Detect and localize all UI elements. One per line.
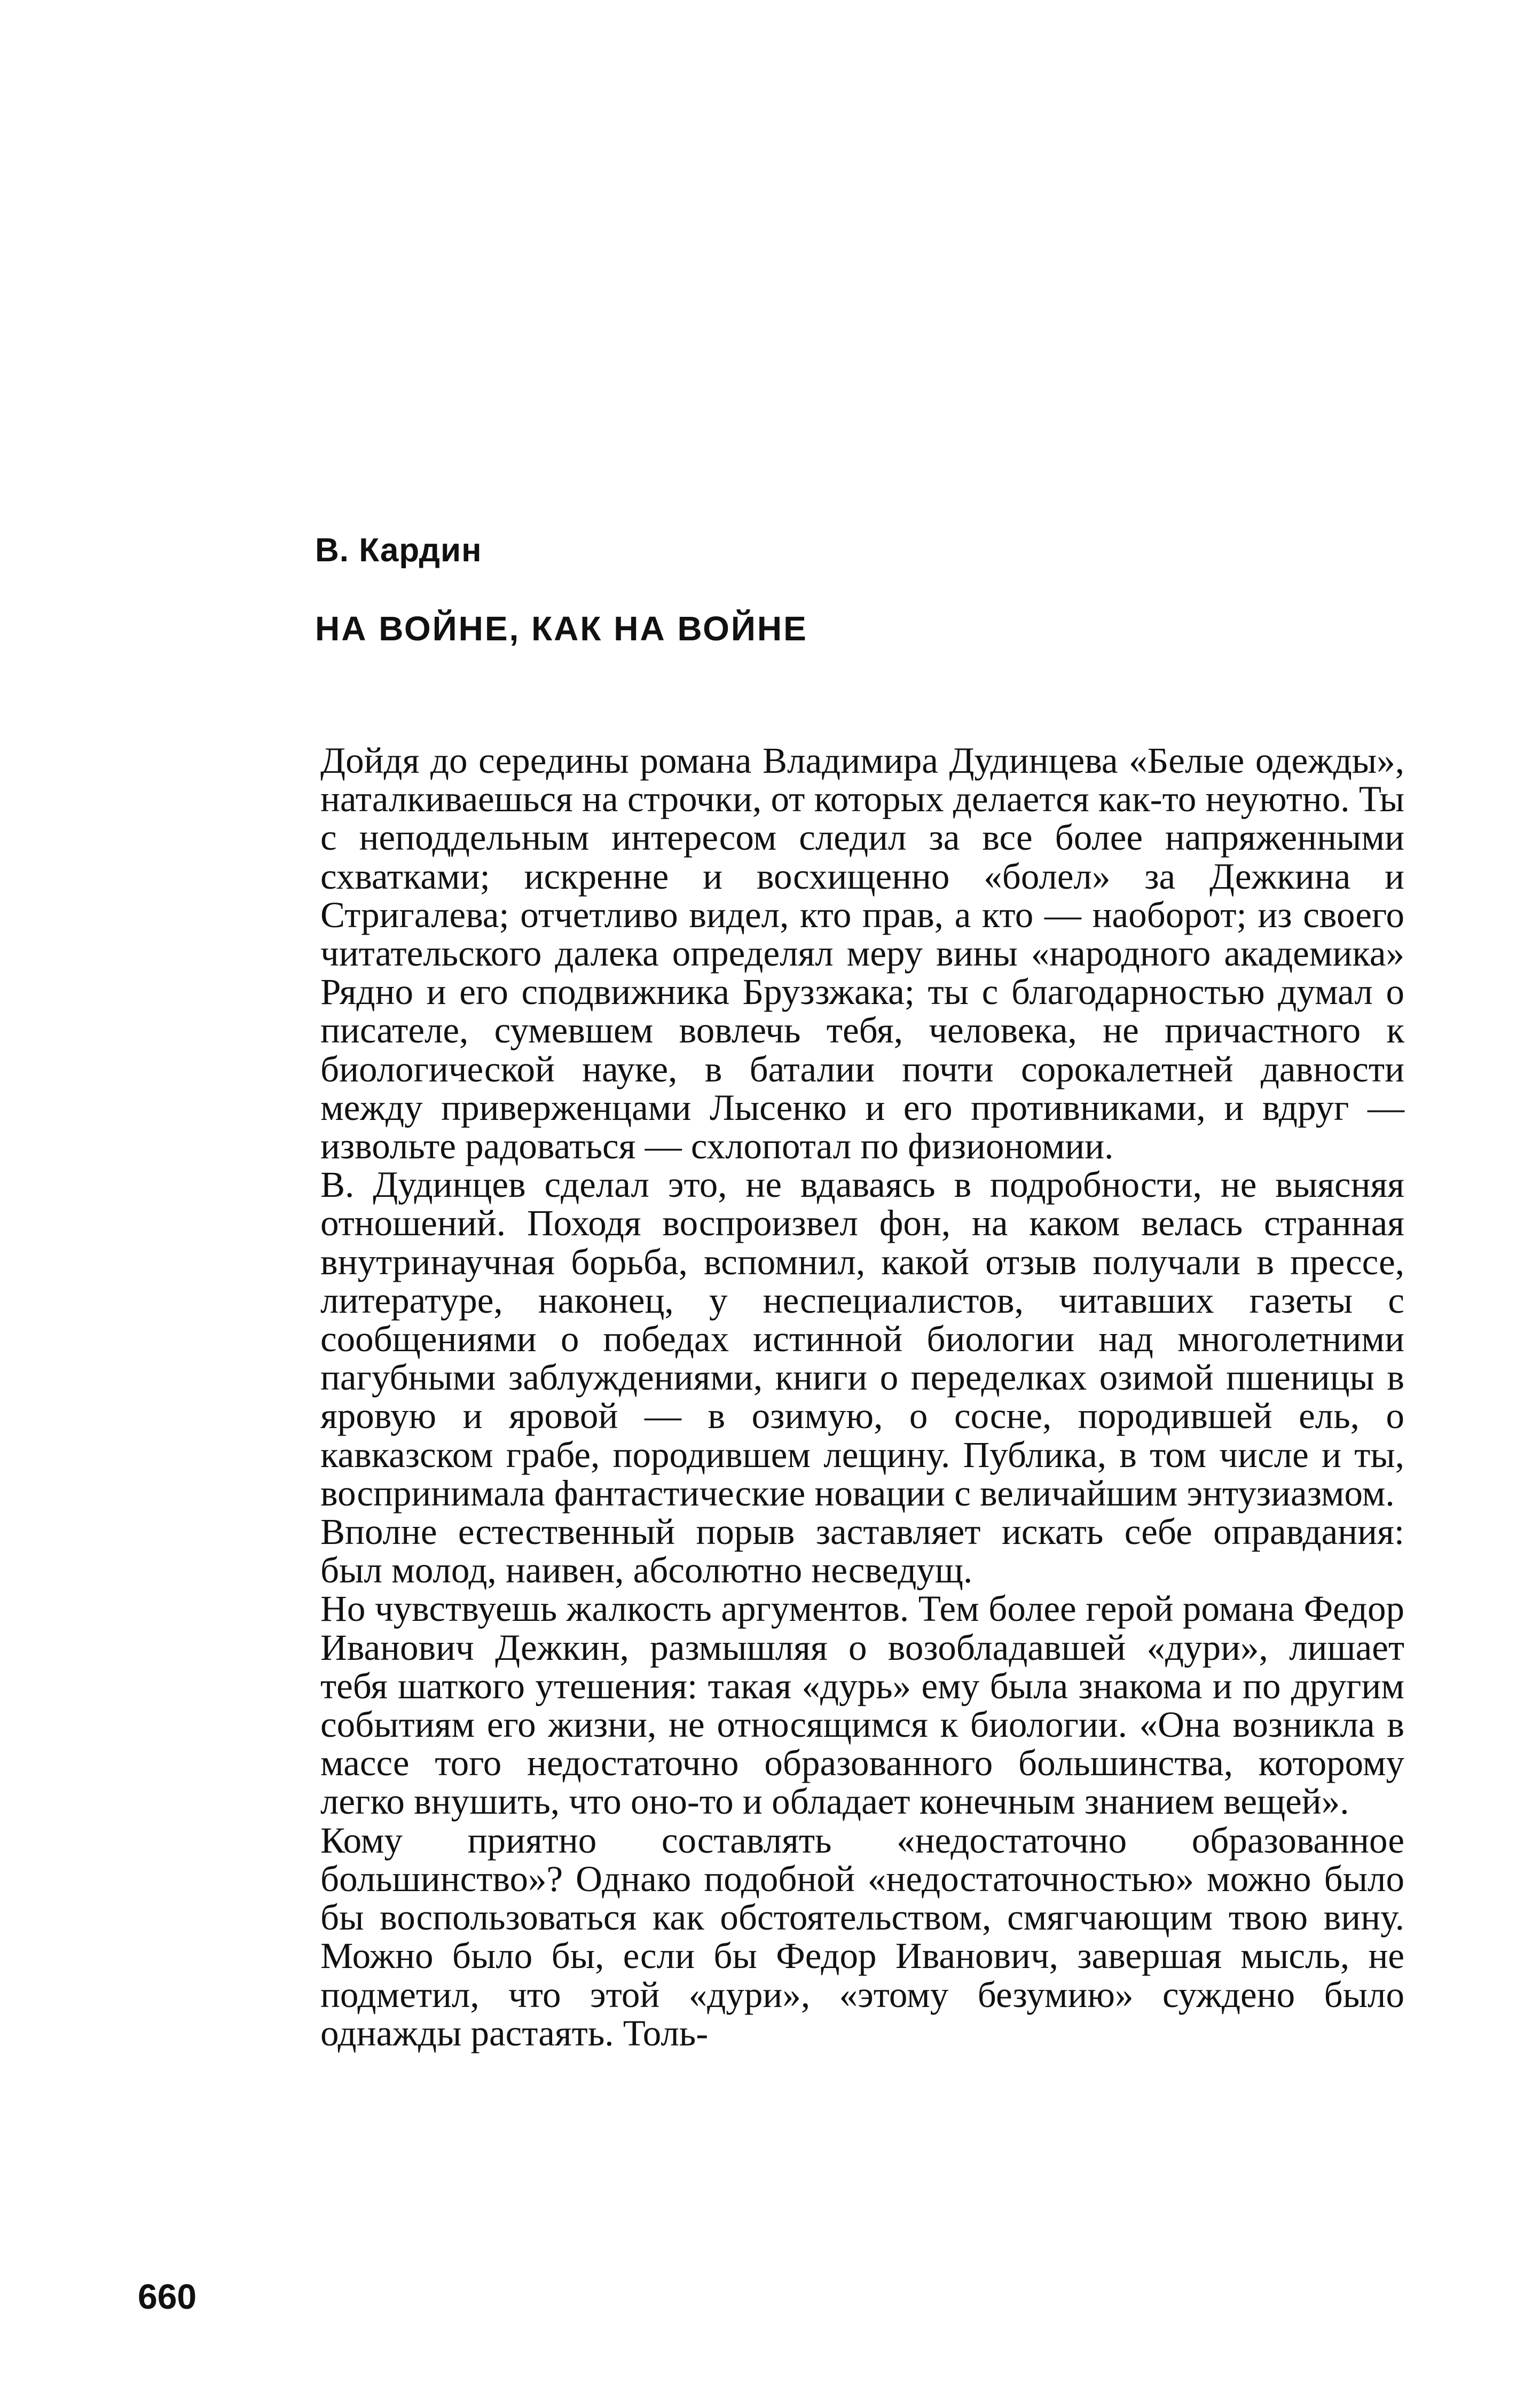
article-title: НА ВОЙНЕ, КАК НА ВОЙНЕ bbox=[315, 609, 808, 648]
paragraph: Кому приятно составлять «недостаточно образованное большинство»? Однако подобной «недостаточностью» можно было бы воспользоваться как обстоятельством, смягчающим твою вину. Можно было бы, если бы Федор Иванович, завершая мысль, не подметил, что этой «дури», «этому безумию» суждено было однажды растаять. Толь- bbox=[320, 1820, 1404, 2053]
paragraph: Вполне естественный порыв заставляет искать себе оправдания: был молод, наивен, абсолютно несведущ. bbox=[320, 1511, 1404, 1591]
article-body bbox=[320, 741, 1404, 2052]
paragraph: Дойдя до середины романа Владимира Дудинцева «Белые одежды», наталкиваешься на строчки, от которых делается как-то неуютно. Ты с неподдельным интересом следил за все более напряженными схватками; искренне и восхищенно «болел» за Дежкина и Стригалева; отчетливо видел, кто прав, а кто — наоборот; из своего читательского далека определял меру вины «народного академика» Рядно и его сподвижника Бруззжака; ты с благодарностью думал о писателе, сумевшем вовлечь тебя, человека, не причастного к биологической науке, в баталии почти сорокалетней давности между приверженцами Лысенко и его противниками, и вдруг — извольте радоваться — схлопотал по физиономии. bbox=[320, 740, 1404, 1167]
page-number: 660 bbox=[138, 2277, 197, 2316]
paragraph: Но чувствуешь жалкость аргументов. Тем более герой романа Федор Иванович Дежкин, размышляя о возобладавшей «дури», лишает тебя шаткого утешения: такая «дурь» ему была знакома и по другим событиям его жизни, не относящимся к биологии. «Она возникла в массе того недостаточно образованного большинства, которому легко внушить, что оно-то и обладает конечным знанием вещей». bbox=[320, 1588, 1404, 1822]
paragraph: В. Дудинцев сделал это, не вдаваясь в подробности, не выясняя отношений. Походя воспроизвел фон, на каком велась странная внутринаучная борьба, вспомнил, какой отзыв получали в прессе, литературе, наконец, у неспециалистов, читавших газеты с сообщениями о победах истинной биологии над многолетними пагубными заблуждениями, книги о переделках озимой пшеницы в яровую и яровой — в озимую, о сосне, породившей ель, о кавказском грабе, породившем лещину. Публика, в том числе и ты, воспринимала фантастические новации с величайшим энтузиазмом. bbox=[320, 1164, 1404, 1514]
author-name: В. Кардин bbox=[315, 532, 482, 569]
